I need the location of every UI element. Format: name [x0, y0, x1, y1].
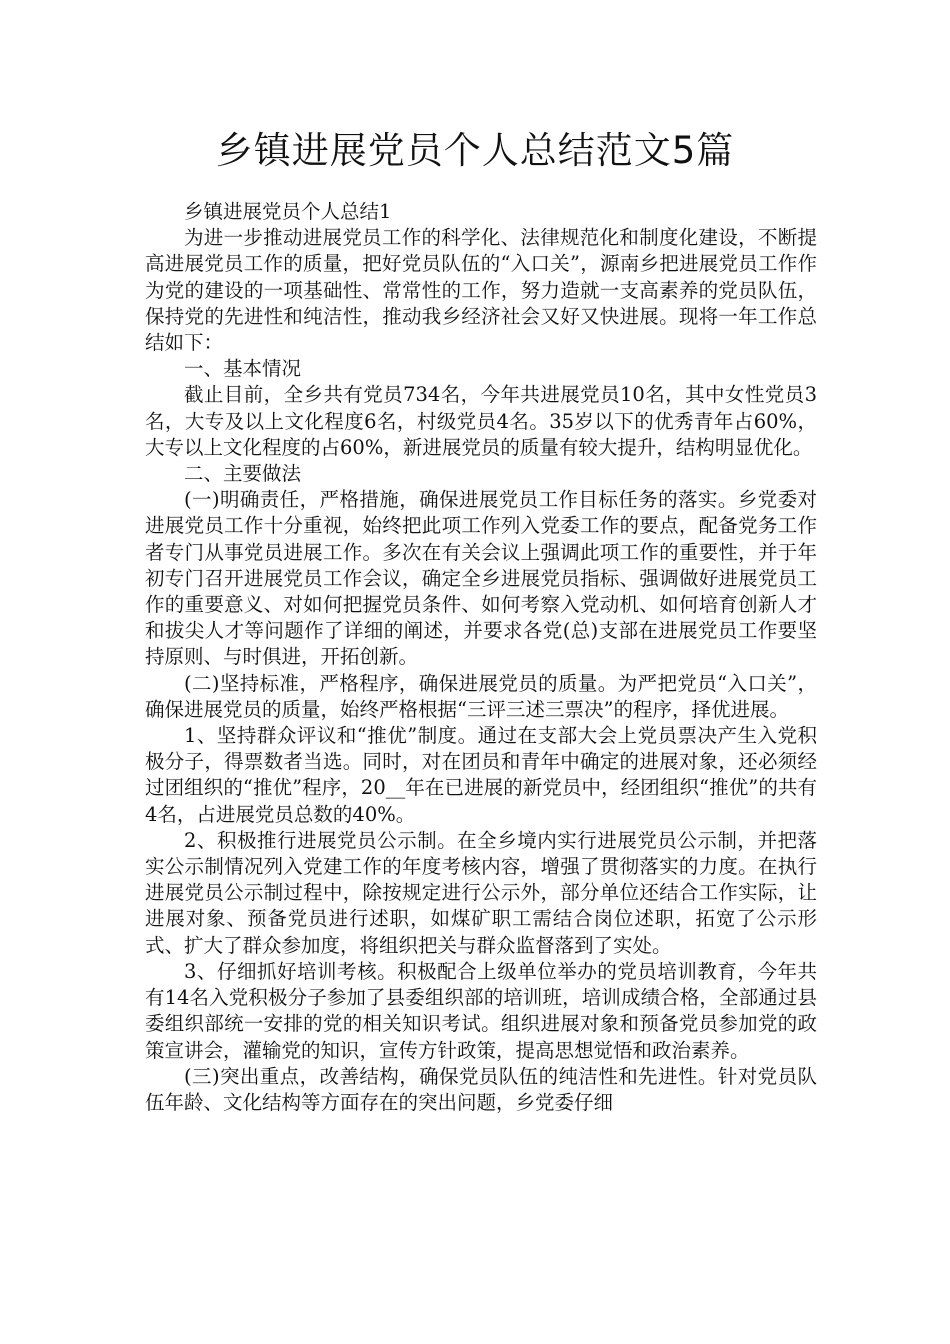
page-title: 乡镇进展党员个人总结范文5篇 — [215, 129, 735, 172]
paragraph-intro: 为进一步推动进展党员工作的科学化、法律规范化和制度化建设，不断提高进展党员工作的质量，把好党员队伍的“入口关”，源南乡把进展党员工作作为党的建设的一项基础性、常常性的工作，努力造就一支高素养的党员队伍，保持党的先进性和纯洁性，推动我乡经济社会又好又快进展。现将一年工作总结如下： — [145, 226, 817, 355]
paragraph-subtitle: 乡镇进展党员个人总结1 — [184, 200, 392, 223]
paragraph-item-1: 1、坚持群众评议和“推优”制度。通过在支部大会上党员票决产生入党积极分子，得票数者当选。同时，对在团员和青年中确定的进展对象，还必须经过团组织的“推优”程序，20__年在已进展的新党员中，经团组织“推优”的共有4名，占进展党员总数的40%。 — [145, 724, 817, 826]
paragraph-item-2: 2、积极推行进展党员公示制。在全乡境内实行进展党员公示制，并把落实公示制情况列入党建工作的年度考核内容，增强了贯彻落实的力度。在执行进展党员公示制过程中，除按规定进行公示外，部分单位还结合工作实际，让进展对象、预备党员进行述职，如煤矿职工需结合岗位述职，拓宽了公示形式、扩大了群众参加度，将组织把关与群众监督落到了实处。 — [145, 828, 817, 957]
paragraph-item-3: 3、仔细抓好培训考核。积极配合上级单位举办的党员培训教育，今年共有14名入党积极分子参加了县委组织部的培训班，培训成绩合格，全部通过县委组织部统一安排的党的相关知识考试。组织进展对象和预备党员参加党的政策宣讲会，灌输党的知识，宣传方针政策，提高思想觉悟和政治素养。 — [145, 959, 817, 1062]
document-body — [145, 199, 817, 1116]
paragraph-method-2: (二)坚持标准，严格程序，确保进展党员的质量。为严把党员“入口关”，确保进展党员的质量，始终严格根据“三评三述三票决”的程序，择优进展。 — [145, 671, 817, 721]
section-heading-methods: 二、主要做法 — [184, 462, 302, 486]
paragraph-basic-situation: 截止目前，全乡共有党员734名，今年共进展党员10名，其中女性党员3名，大专及以上文化程度6名，村级党员4名。35岁以下的优秀青年占60%，大专以上文化程度的占60%，新进展党员的质量有较大提升，结构明显优化。 — [145, 383, 817, 459]
paragraph-method-1: (一)明确责任，严格措施，确保进展党员工作目标任务的落实。乡党委对进展党员工作十分重视，始终把此项工作列入党委工作的要点，配备党务工作者专门从事党员进展工作。多次在有关会议上强调此项工作的重要性，并于年初专门召开进展党员工作会议，确定全乡进展党员指标、强调做好进展党员工作的重要意义、对如何把握党员条件、如何考察入党动机、如何培育创新人才和拔尖人才等问题作了详细的阐述，并要求各党(总)支部在进展党员工作要坚持原则、与时俱进，开拓创新。 — [145, 488, 817, 669]
section-heading-basic: 一、基本情况 — [184, 357, 302, 381]
paragraph-method-3: (三)突出重点，改善结构，确保党员队伍的纯洁性和先进性。针对党员队伍年龄、文化结构等方面存在的突出问题，乡党委仔细 — [145, 1064, 817, 1114]
